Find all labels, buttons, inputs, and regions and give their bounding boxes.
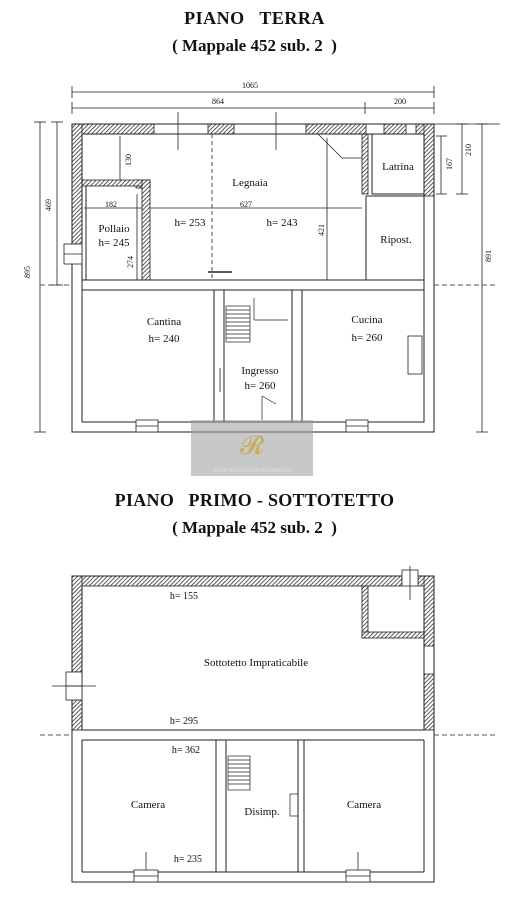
dim-right-width: 200 bbox=[394, 97, 406, 106]
room-pollaio: Pollaio bbox=[98, 223, 130, 235]
watermark-text: ARTE PRESTITI INVESTIMENTI bbox=[212, 468, 292, 474]
ground-floor-subtitle: ( Mappale 452 sub. 2 ) bbox=[172, 36, 337, 55]
room-camera-left: Camera bbox=[130, 799, 166, 811]
watermark-monogram-icon: 𝓡 bbox=[239, 431, 265, 460]
sottotetto-height-bottom: h= 295 bbox=[169, 716, 199, 727]
first-floor-plan bbox=[40, 566, 495, 882]
camera-height-bottom: h= 235 bbox=[173, 854, 203, 865]
camera-height-top: h= 362 bbox=[171, 745, 201, 756]
dim-total-width: 1065 bbox=[242, 81, 258, 90]
dim-height-right: 891 bbox=[484, 250, 493, 262]
room-ripostiglio: Ripost. bbox=[380, 234, 412, 246]
room-latrina: Latrina bbox=[382, 161, 414, 173]
room-ingresso: Ingresso bbox=[241, 365, 279, 377]
dim-height-inner: 469 bbox=[44, 199, 53, 211]
dim-421: 421 bbox=[317, 224, 326, 236]
dim-height-left: 895 bbox=[23, 266, 32, 278]
dim-274: 274 bbox=[126, 256, 135, 268]
room-pollaio-height: h= 245 bbox=[98, 237, 130, 249]
room-sottotetto: Sottotetto Impraticabile bbox=[203, 657, 309, 669]
ground-staircase bbox=[226, 298, 288, 420]
dim-627: 627 bbox=[240, 200, 252, 209]
dim-latrina-167: 167 bbox=[445, 158, 454, 170]
room-cantina-height: h= 240 bbox=[148, 333, 180, 345]
first-floor-subtitle: ( Mappale 452 sub. 2 ) bbox=[172, 518, 337, 537]
watermark-logo bbox=[191, 420, 313, 476]
room-cantina: Cantina bbox=[146, 316, 182, 328]
room-cucina-height: h= 260 bbox=[351, 332, 383, 344]
ground-floor-plan bbox=[23, 81, 500, 432]
dim-130: 130 bbox=[124, 154, 133, 166]
legnaia-height-left: h= 253 bbox=[174, 217, 206, 229]
dim-latrina-210: 210 bbox=[464, 144, 473, 156]
legnaia-height-right: h= 243 bbox=[266, 217, 298, 229]
first-floor-title: PIANO PRIMO - SOTTOTETTO bbox=[114, 490, 395, 510]
sottotetto-height-top: h= 155 bbox=[169, 591, 199, 602]
room-disimpegno: Disimp. bbox=[244, 806, 280, 818]
dim-182: 182 bbox=[105, 200, 117, 209]
room-camera-right: Camera bbox=[346, 799, 382, 811]
dim-left-width: 864 bbox=[212, 97, 224, 106]
ground-floor-title: PIANO TERRA bbox=[184, 8, 325, 28]
room-ingresso-height: h= 260 bbox=[244, 380, 276, 392]
first-outer-walls bbox=[72, 576, 434, 730]
room-legnaia: Legnaia bbox=[232, 177, 268, 189]
room-cucina: Cucina bbox=[351, 314, 383, 326]
